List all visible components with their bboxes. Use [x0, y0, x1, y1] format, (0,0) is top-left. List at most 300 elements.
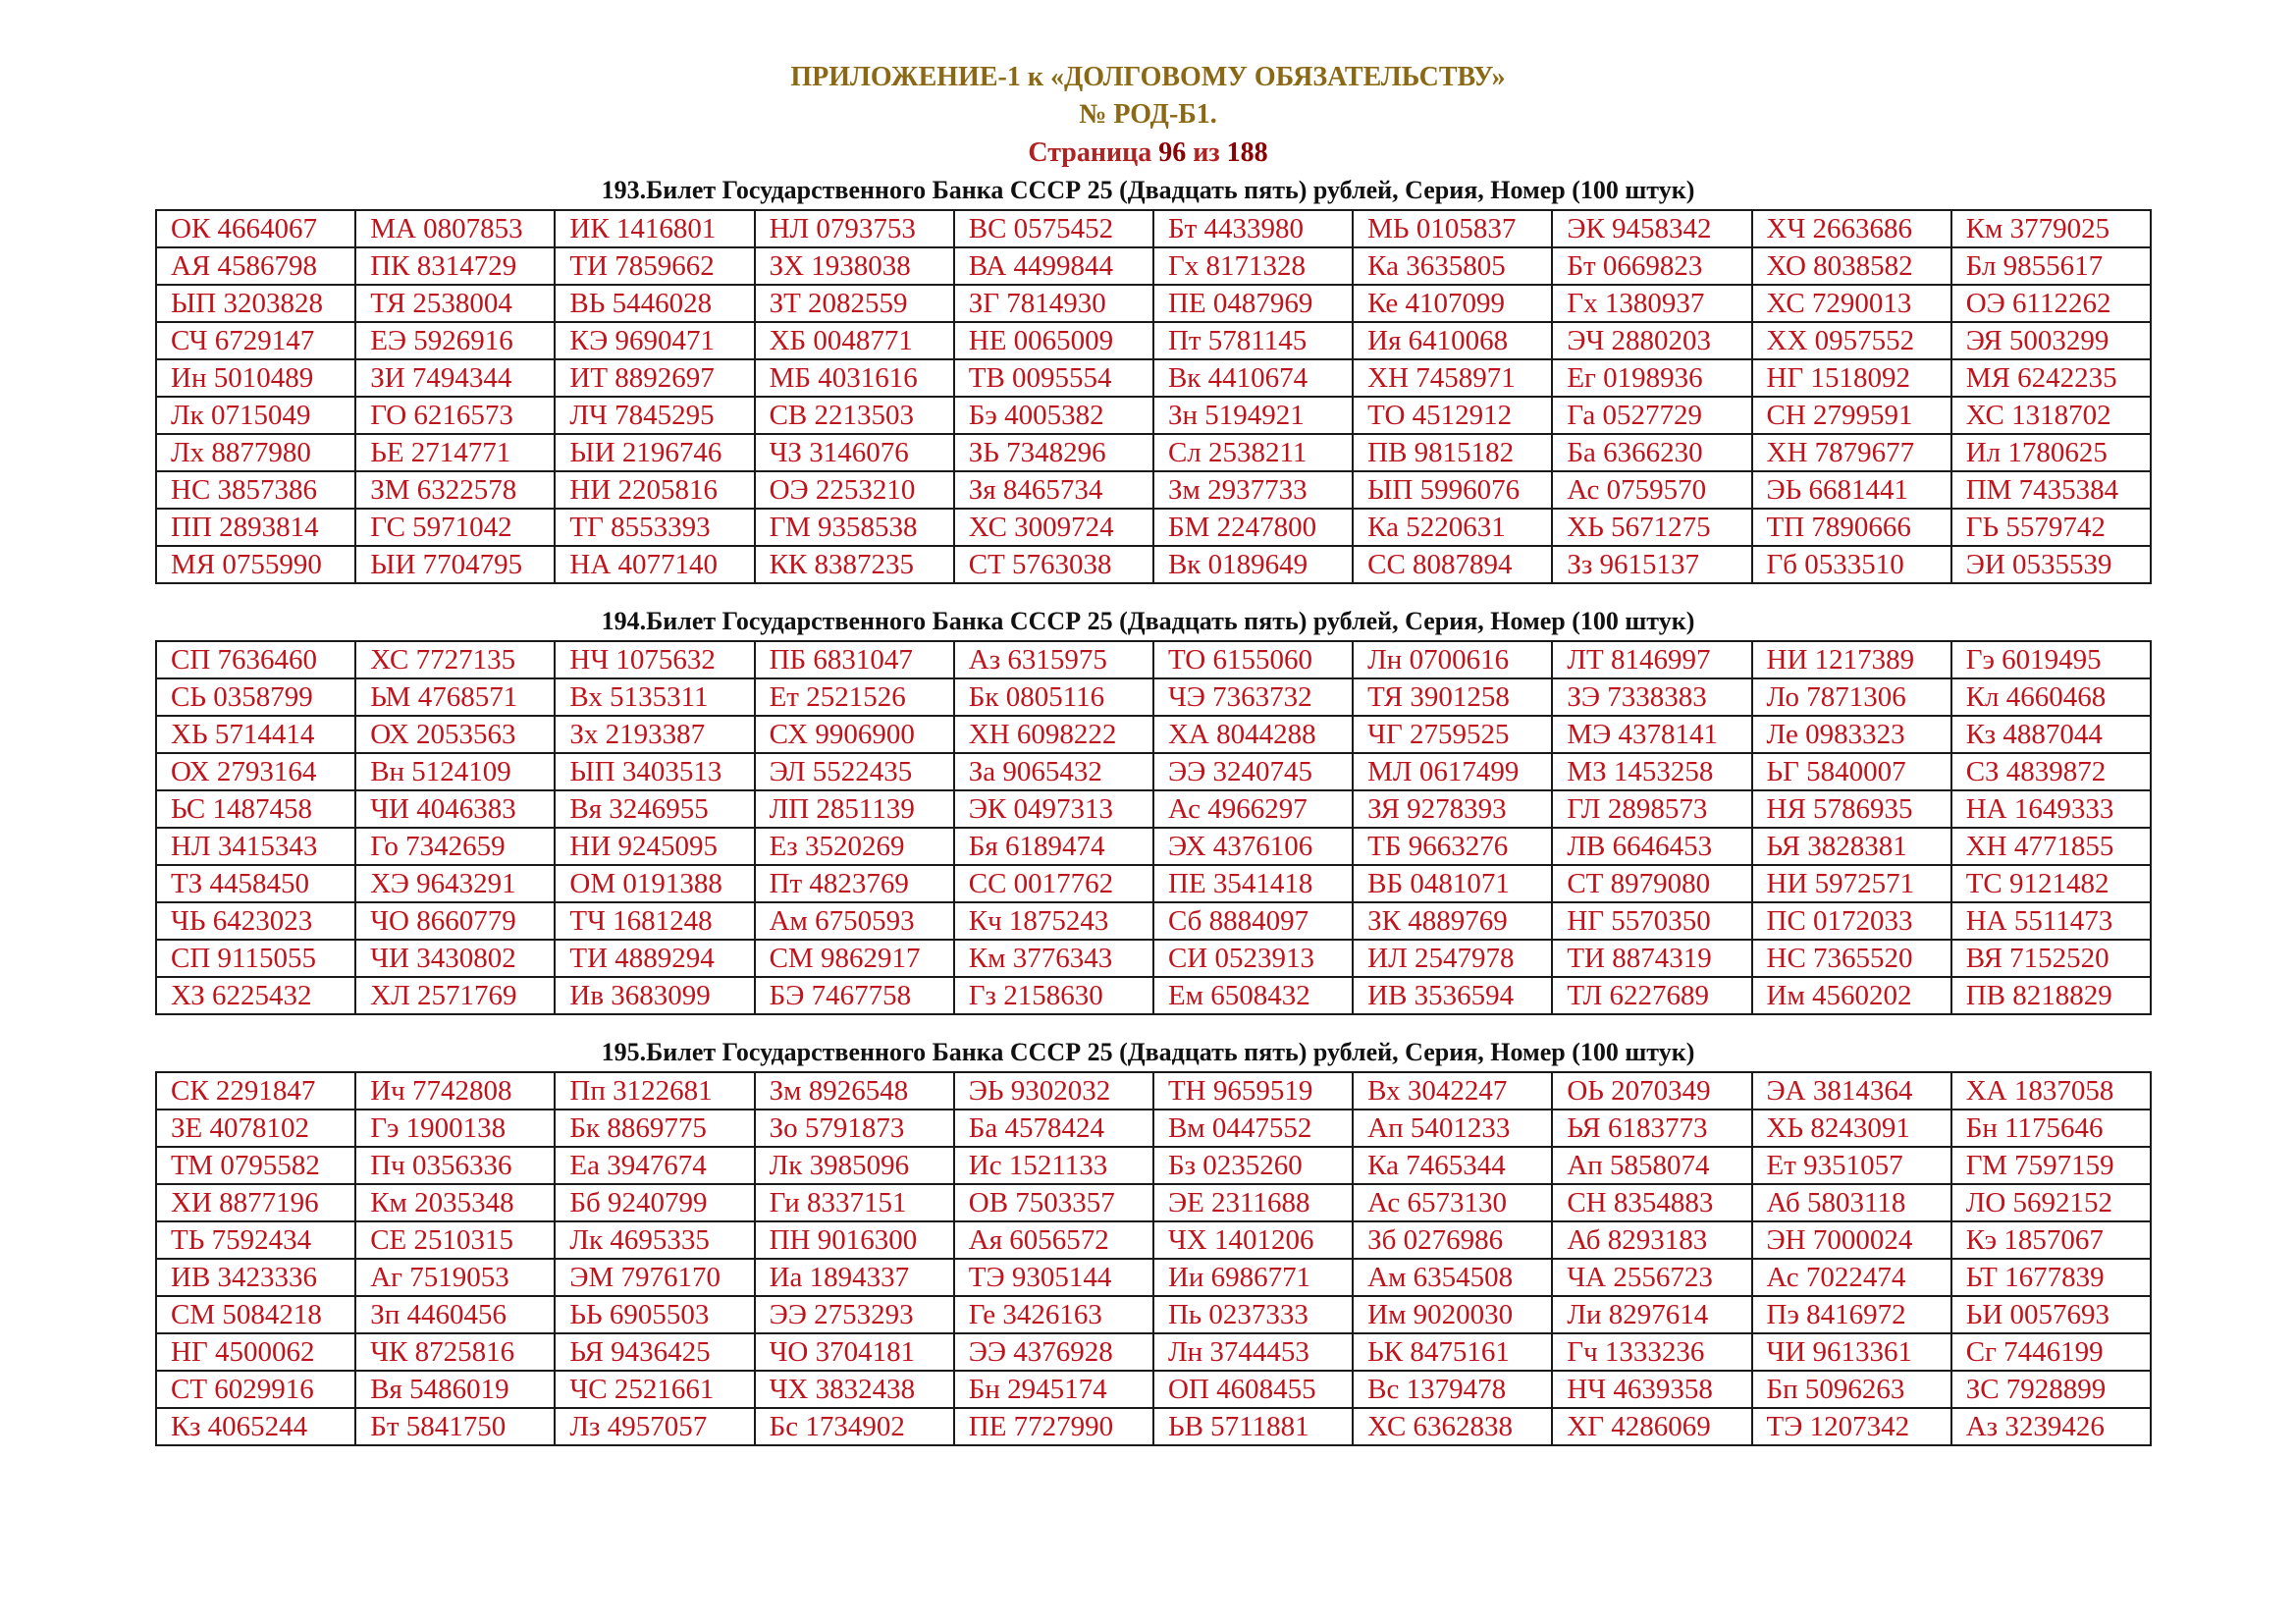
serial-cell: СЕ 2510315 [355, 1221, 555, 1259]
serial-cell: Вк 4410674 [1153, 359, 1353, 397]
serial-cell: Еа 3947674 [555, 1147, 754, 1184]
serial-cell: Ин 5010489 [156, 359, 355, 397]
serial-cell: СП 7636460 [156, 641, 355, 678]
serial-cell: Аз 6315975 [954, 641, 1153, 678]
serial-cell: ТМ 0795582 [156, 1147, 355, 1184]
serial-cell: ЭЛ 5522435 [755, 753, 954, 790]
serial-cell: Ет 9351057 [1752, 1147, 1951, 1184]
table-row [156, 1072, 2151, 1110]
serial-cell: ТС 9121482 [1951, 865, 2151, 902]
serial-cell: Пч 0356336 [355, 1147, 555, 1184]
serial-cell: Ка 7465344 [1353, 1147, 1552, 1184]
serial-cell: Ез 3520269 [755, 828, 954, 865]
serial-cell: ЛП 2851139 [755, 790, 954, 828]
page-middle: из [1186, 137, 1227, 168]
serial-cell: НС 7365520 [1752, 940, 1951, 977]
serial-cell: МЯ 6242235 [1951, 359, 2151, 397]
serial-cell: ЗЕ 4078102 [156, 1110, 355, 1147]
serial-cell: ХЬ 8243091 [1752, 1110, 1951, 1147]
serial-cell: ВЬ 5446028 [555, 285, 754, 322]
table-row [156, 1110, 2151, 1147]
serial-cell: СЬ 0358799 [156, 678, 355, 716]
table-row [156, 1296, 2151, 1333]
serial-cell: ЬИ 0057693 [1951, 1296, 2151, 1333]
serial-cell: Аб 8293183 [1552, 1221, 1751, 1259]
serial-cell: Ил 1780625 [1951, 434, 2151, 471]
table-row [156, 940, 2151, 977]
serial-cell: КЭ 9690471 [555, 322, 754, 359]
serial-cell: Га 0527729 [1552, 397, 1751, 434]
serial-cell: БМ 2247800 [1153, 509, 1353, 546]
serial-cell: ОЭ 2253210 [755, 471, 954, 509]
banknote-table-194 [155, 640, 2152, 1015]
serial-cell: Иа 1894337 [755, 1259, 954, 1296]
serial-cell: ТИ 7859662 [555, 247, 754, 285]
serial-cell: МЭ 4378141 [1552, 716, 1751, 753]
serial-cell: НЛ 3415343 [156, 828, 355, 865]
serial-cell: ХХ 0957552 [1752, 322, 1951, 359]
serial-cell: Зо 5791873 [755, 1110, 954, 1147]
table-row [156, 1147, 2151, 1184]
serial-cell: ЛЧ 7845295 [555, 397, 754, 434]
serial-cell: Им 9020030 [1353, 1296, 1552, 1333]
serial-cell: МЛ 0617499 [1353, 753, 1552, 790]
table-row [156, 546, 2151, 583]
serial-cell: Бя 6189474 [954, 828, 1153, 865]
serial-cell: ОХ 2793164 [156, 753, 355, 790]
serial-cell: ЭЕ 2311688 [1153, 1184, 1353, 1221]
serial-cell: ЧО 8660779 [355, 902, 555, 940]
serial-cell: ЗХ 1938038 [755, 247, 954, 285]
serial-cell: СК 2291847 [156, 1072, 355, 1110]
serial-cell: ГО 6216573 [355, 397, 555, 434]
table-row [156, 1333, 2151, 1371]
serial-cell: Кз 4887044 [1951, 716, 2151, 753]
serial-cell: Го 7342659 [355, 828, 555, 865]
serial-cell: ТБ 9663276 [1353, 828, 1552, 865]
serial-cell: ЗИ 7494344 [355, 359, 555, 397]
serial-cell: ГС 5971042 [355, 509, 555, 546]
document-title: ПРИЛОЖЕНИЕ-1 к «ДОЛГОВОМУ ОБЯЗАТЕЛЬСТВУ» [790, 62, 1506, 92]
serial-cell: ЭН 7000024 [1752, 1221, 1951, 1259]
section-title-194: 194.Билет Государственного Банка СССР 25 (Двадцать пять) рублей, Серия, Номер (100 штук) [601, 607, 1695, 635]
serial-cell: ГЛ 2898573 [1552, 790, 1751, 828]
serial-cell: ЬС 1487458 [156, 790, 355, 828]
serial-cell: Ис 1521133 [954, 1147, 1153, 1184]
serial-cell: ХИ 8877196 [156, 1184, 355, 1221]
serial-cell: Гх 1380937 [1552, 285, 1751, 322]
serial-cell: Ив 3683099 [555, 977, 754, 1014]
serial-cell: НА 5511473 [1951, 902, 2151, 940]
serial-cell: Бс 1734902 [755, 1408, 954, 1445]
serial-cell: Ич 7742808 [355, 1072, 555, 1110]
serial-cell: ПЕ 0487969 [1153, 285, 1353, 322]
serial-cell: ХГ 4286069 [1552, 1408, 1751, 1445]
serial-cell: СП 9115055 [156, 940, 355, 977]
serial-cell: ХЭ 9643291 [355, 865, 555, 902]
serial-cell: НИ 5972571 [1752, 865, 1951, 902]
serial-cell: Лх 8877980 [156, 434, 355, 471]
serial-cell: Гз 2158630 [954, 977, 1153, 1014]
serial-cell: ЬЯ 9436425 [555, 1333, 754, 1371]
serial-cell: Вм 0447552 [1153, 1110, 1353, 1147]
serial-cell: Сл 2538211 [1153, 434, 1353, 471]
serial-cell: ЬЬ 6905503 [555, 1296, 754, 1333]
serial-cell: ПВ 9815182 [1353, 434, 1552, 471]
serial-cell: Вк 0189649 [1153, 546, 1353, 583]
serial-cell: ЫИ 7704795 [355, 546, 555, 583]
serial-cell: ЭЭ 4376928 [954, 1333, 1153, 1371]
serial-cell: Зя 8465734 [954, 471, 1153, 509]
serial-cell: ЗС 7928899 [1951, 1371, 2151, 1408]
serial-cell: Бб 9240799 [555, 1184, 754, 1221]
serial-cell: Бк 0805116 [954, 678, 1153, 716]
serial-cell: ЧИ 3430802 [355, 940, 555, 977]
serial-cell: НА 1649333 [1951, 790, 2151, 828]
serial-cell: ЧИ 4046383 [355, 790, 555, 828]
table-row [156, 828, 2151, 865]
table-row [156, 285, 2151, 322]
serial-cell: НС 3857386 [156, 471, 355, 509]
serial-cell: Ба 6366230 [1552, 434, 1751, 471]
serial-cell: ТЬ 7592434 [156, 1221, 355, 1259]
page-current: 96 [1158, 137, 1187, 168]
serial-cell: Пэ 8416972 [1752, 1296, 1951, 1333]
serial-cell: ХС 7727135 [355, 641, 555, 678]
serial-cell: ЧИ 9613361 [1752, 1333, 1951, 1371]
serial-cell: Кч 1875243 [954, 902, 1153, 940]
serial-cell: Аг 7519053 [355, 1259, 555, 1296]
serial-cell: ХА 1837058 [1951, 1072, 2151, 1110]
serial-cell: ВА 4499844 [954, 247, 1153, 285]
serial-cell: ОВ 7503357 [954, 1184, 1153, 1221]
serial-cell: ЬЯ 3828381 [1752, 828, 1951, 865]
serial-cell: ЭХ 4376106 [1153, 828, 1353, 865]
serial-cell: ТЯ 3901258 [1353, 678, 1552, 716]
serial-cell: ОМ 0191388 [555, 865, 754, 902]
serial-cell: ПС 0172033 [1752, 902, 1951, 940]
serial-cell: ЛО 5692152 [1951, 1184, 2151, 1221]
table-row [156, 678, 2151, 716]
serial-cell: СТ 8979080 [1552, 865, 1751, 902]
serial-cell: Сб 8884097 [1153, 902, 1353, 940]
table-row [156, 1371, 2151, 1408]
serial-cell: ТЯ 2538004 [355, 285, 555, 322]
serial-cell: ЭЧ 2880203 [1552, 322, 1751, 359]
serial-cell: ЧО 3704181 [755, 1333, 954, 1371]
serial-cell: ЭЭ 3240745 [1153, 753, 1353, 790]
banknote-table-193 [155, 209, 2152, 584]
serial-cell: ОЭ 6112262 [1951, 285, 2151, 322]
serial-cell: ПБ 6831047 [755, 641, 954, 678]
serial-cell: Км 3776343 [954, 940, 1153, 977]
serial-cell: Аб 5803118 [1752, 1184, 1951, 1221]
serial-cell: СЧ 6729147 [156, 322, 355, 359]
serial-cell: Гб 0533510 [1752, 546, 1951, 583]
serial-cell: Ас 7022474 [1752, 1259, 1951, 1296]
serial-cell: ТЭ 1207342 [1752, 1408, 1951, 1445]
serial-cell: Бк 8869775 [555, 1110, 754, 1147]
serial-cell: ЛВ 6646453 [1552, 828, 1751, 865]
serial-cell: ЭК 9458342 [1552, 210, 1751, 247]
table-row [156, 753, 2151, 790]
serial-cell: СН 2799591 [1752, 397, 1951, 434]
serial-cell: НИ 9245095 [555, 828, 754, 865]
document-number: № РОД-Б1. [1079, 99, 1217, 130]
serial-cell: ВС 0575452 [954, 210, 1153, 247]
table-row [156, 471, 2151, 509]
table-row [156, 359, 2151, 397]
serial-cell: Ка 3635805 [1353, 247, 1552, 285]
serial-cell: ЫП 3403513 [555, 753, 754, 790]
serial-cell: Ке 4107099 [1353, 285, 1552, 322]
serial-cell: Лз 4957057 [555, 1408, 754, 1445]
banknote-table-195 [155, 1071, 2152, 1446]
serial-cell: НЧ 4639358 [1552, 1371, 1751, 1408]
serial-cell: ВЯ 7152520 [1951, 940, 2151, 977]
serial-cell: Бт 5841750 [355, 1408, 555, 1445]
serial-cell: Вс 1379478 [1353, 1371, 1552, 1408]
serial-cell: ХС 1318702 [1951, 397, 2151, 434]
serial-cell: МЬ 0105837 [1353, 210, 1552, 247]
table-row [156, 322, 2151, 359]
serial-cell: Ба 4578424 [954, 1110, 1153, 1147]
serial-cell: ЗЭ 7338383 [1552, 678, 1751, 716]
serial-cell: ЬЕ 2714771 [355, 434, 555, 471]
serial-cell: Ет 2521526 [755, 678, 954, 716]
serial-cell: ХН 7458971 [1353, 359, 1552, 397]
serial-cell: ТЗ 4458450 [156, 865, 355, 902]
serial-cell: ПП 2893814 [156, 509, 355, 546]
serial-cell: МЗ 1453258 [1552, 753, 1751, 790]
serial-cell: Кэ 1857067 [1951, 1221, 2151, 1259]
serial-cell: ТИ 4889294 [555, 940, 754, 977]
serial-cell: ЧС 2521661 [555, 1371, 754, 1408]
serial-cell: Пт 4823769 [755, 865, 954, 902]
serial-cell: ЬВ 5711881 [1153, 1408, 1353, 1445]
serial-cell: ХБ 0048771 [755, 322, 954, 359]
serial-cell: БЭ 7467758 [755, 977, 954, 1014]
serial-cell: ЧК 8725816 [355, 1333, 555, 1371]
serial-cell: ОЬ 2070349 [1552, 1072, 1751, 1110]
serial-cell: СХ 9906900 [755, 716, 954, 753]
serial-cell: НГ 4500062 [156, 1333, 355, 1371]
serial-cell: ИК 1416801 [555, 210, 754, 247]
serial-cell: Ка 5220631 [1353, 509, 1552, 546]
serial-cell: Вх 5135311 [555, 678, 754, 716]
serial-cell: Ем 6508432 [1153, 977, 1353, 1014]
serial-cell: Ап 5858074 [1552, 1147, 1751, 1184]
serial-cell: ТЭ 9305144 [954, 1259, 1153, 1296]
serial-cell: ЭЬ 6681441 [1752, 471, 1951, 509]
serial-cell: НГ 1518092 [1752, 359, 1951, 397]
serial-cell: Бт 4433980 [1153, 210, 1353, 247]
serial-cell: Зп 4460456 [355, 1296, 555, 1333]
serial-cell: ХЗ 6225432 [156, 977, 355, 1014]
table-row [156, 1221, 2151, 1259]
serial-cell: Ия 6410068 [1353, 322, 1552, 359]
serial-cell: ТЧ 1681248 [555, 902, 754, 940]
serial-cell: КК 8387235 [755, 546, 954, 583]
serial-cell: Ая 6056572 [954, 1221, 1153, 1259]
serial-cell: ПЕ 3541418 [1153, 865, 1353, 902]
serial-cell: ТН 9659519 [1153, 1072, 1353, 1110]
serial-cell: Зх 2193387 [555, 716, 754, 753]
serial-cell: МЯ 0755990 [156, 546, 355, 583]
serial-cell: Пь 0237333 [1153, 1296, 1353, 1333]
serial-cell: Вя 5486019 [355, 1371, 555, 1408]
serial-cell: ЭЯ 5003299 [1951, 322, 2151, 359]
serial-cell: Кз 4065244 [156, 1408, 355, 1445]
serial-cell: ЫИ 2196746 [555, 434, 754, 471]
serial-cell: ТО 6155060 [1153, 641, 1353, 678]
serial-cell: СС 8087894 [1353, 546, 1552, 583]
serial-cell: ЧЭ 7363732 [1153, 678, 1353, 716]
serial-cell: ПК 8314729 [355, 247, 555, 285]
serial-cell: НЛ 0793753 [755, 210, 954, 247]
serial-cell: ИВ 3536594 [1353, 977, 1552, 1014]
serial-cell: Бл 9855617 [1951, 247, 2151, 285]
serial-cell: Кл 4660468 [1951, 678, 2151, 716]
serial-cell: Пт 5781145 [1153, 322, 1353, 359]
serial-cell: ХН 4771855 [1951, 828, 2151, 865]
serial-cell: ЭЬ 9302032 [954, 1072, 1153, 1110]
table-row [156, 1184, 2151, 1221]
serial-cell: АЯ 4586798 [156, 247, 355, 285]
serial-cell: ЗМ 6322578 [355, 471, 555, 509]
serial-cell: Ег 0198936 [1552, 359, 1751, 397]
serial-cell: ГМ 7597159 [1951, 1147, 2151, 1184]
serial-cell: Лн 0700616 [1353, 641, 1552, 678]
section-title-195: 195.Билет Государственного Банка СССР 25 (Двадцать пять) рублей, Серия, Номер (100 штук) [601, 1038, 1695, 1066]
serial-cell: ПН 9016300 [755, 1221, 954, 1259]
serial-cell: Лк 3985096 [755, 1147, 954, 1184]
serial-cell: Сг 7446199 [1951, 1333, 2151, 1371]
serial-cell: Ли 8297614 [1552, 1296, 1751, 1333]
serial-cell: ТГ 8553393 [555, 509, 754, 546]
serial-cell: Лк 4695335 [555, 1221, 754, 1259]
serial-cell: ТВ 0095554 [954, 359, 1153, 397]
serial-cell: ЛТ 8146997 [1552, 641, 1751, 678]
serial-cell: Лк 0715049 [156, 397, 355, 434]
serial-cell: ОХ 2053563 [355, 716, 555, 753]
serial-cell: СН 8354883 [1552, 1184, 1751, 1221]
serial-cell: Зн 5194921 [1153, 397, 1353, 434]
serial-cell: ТП 7890666 [1752, 509, 1951, 546]
serial-cell: Зб 0276986 [1353, 1221, 1552, 1259]
serial-cell: ЗК 4889769 [1353, 902, 1552, 940]
serial-cell: Гэ 1900138 [355, 1110, 555, 1147]
serial-cell: ХЬ 5714414 [156, 716, 355, 753]
table-row [156, 716, 2151, 753]
table-row [156, 902, 2151, 940]
serial-cell: ЗЬ 7348296 [954, 434, 1153, 471]
serial-cell: Бн 1175646 [1951, 1110, 2151, 1147]
serial-cell: ОК 4664067 [156, 210, 355, 247]
serial-cell: ЫП 3203828 [156, 285, 355, 322]
serial-cell: НЯ 5786935 [1752, 790, 1951, 828]
serial-cell: Аз 3239426 [1951, 1408, 2151, 1445]
serial-cell: Гх 8171328 [1153, 247, 1353, 285]
serial-cell: ХС 7290013 [1752, 285, 1951, 322]
serial-cell: ХО 8038582 [1752, 247, 1951, 285]
serial-cell: ЧГ 2759525 [1353, 716, 1552, 753]
table-row [156, 434, 2151, 471]
serial-cell: ЬМ 4768571 [355, 678, 555, 716]
serial-cell: ТИ 8874319 [1552, 940, 1751, 977]
serial-cell: Ии 6986771 [1153, 1259, 1353, 1296]
serial-cell: Ас 6573130 [1353, 1184, 1552, 1221]
page-total: 188 [1226, 137, 1268, 168]
serial-cell: Зм 2937733 [1153, 471, 1353, 509]
serial-cell: ЫП 5996076 [1353, 471, 1552, 509]
serial-cell: МБ 4031616 [755, 359, 954, 397]
table-row [156, 397, 2151, 434]
serial-cell: НИ 1217389 [1752, 641, 1951, 678]
serial-cell: ГМ 9358538 [755, 509, 954, 546]
serial-cell: ТО 4512912 [1353, 397, 1552, 434]
serial-cell: НА 4077140 [555, 546, 754, 583]
serial-cell: Бт 0669823 [1552, 247, 1751, 285]
serial-cell: Ам 6750593 [755, 902, 954, 940]
serial-cell: ТЛ 6227689 [1552, 977, 1751, 1014]
serial-cell: Пп 3122681 [555, 1072, 754, 1110]
page-prefix: Страница [1028, 137, 1159, 168]
serial-cell: ЭА 3814364 [1752, 1072, 1951, 1110]
serial-cell: ХА 8044288 [1153, 716, 1353, 753]
serial-cell: Ги 8337151 [755, 1184, 954, 1221]
table-row [156, 1259, 2151, 1296]
serial-cell: Бн 2945174 [954, 1371, 1153, 1408]
serial-cell: За 9065432 [954, 753, 1153, 790]
serial-cell: ОП 4608455 [1153, 1371, 1353, 1408]
serial-cell: ГЬ 5579742 [1951, 509, 2151, 546]
table-row [156, 1408, 2151, 1445]
serial-cell: Вн 5124109 [355, 753, 555, 790]
serial-cell: СВ 2213503 [755, 397, 954, 434]
table-row [156, 641, 2151, 678]
serial-cell: ЗГ 7814930 [954, 285, 1153, 322]
serial-cell: Ап 5401233 [1353, 1110, 1552, 1147]
serial-cell: НИ 2205816 [555, 471, 754, 509]
serial-cell: Бэ 4005382 [954, 397, 1153, 434]
serial-cell: Ло 7871306 [1752, 678, 1951, 716]
serial-cell: Ас 4966297 [1153, 790, 1353, 828]
serial-cell: ПМ 7435384 [1951, 471, 2151, 509]
serial-cell: ХЛ 2571769 [355, 977, 555, 1014]
serial-cell: ЧХ 3832438 [755, 1371, 954, 1408]
serial-cell: ЗЯ 9278393 [1353, 790, 1552, 828]
serial-cell: МА 0807853 [355, 210, 555, 247]
serial-cell: ЗТ 2082559 [755, 285, 954, 322]
serial-cell: СИ 0523913 [1153, 940, 1353, 977]
serial-cell: ИЛ 2547978 [1353, 940, 1552, 977]
serial-cell: ХЬ 5671275 [1552, 509, 1751, 546]
table-row [156, 865, 2151, 902]
serial-cell: ЬЯ 6183773 [1552, 1110, 1751, 1147]
serial-cell: Лн 3744453 [1153, 1333, 1353, 1371]
serial-cell: ИВ 3423336 [156, 1259, 355, 1296]
serial-cell: ХС 3009724 [954, 509, 1153, 546]
serial-cell: ИТ 8892697 [555, 359, 754, 397]
serial-cell: ЬТ 1677839 [1951, 1259, 2151, 1296]
serial-cell: Км 2035348 [355, 1184, 555, 1221]
serial-cell: ХС 6362838 [1353, 1408, 1552, 1445]
serial-cell: Гэ 6019495 [1951, 641, 2151, 678]
serial-cell: СМ 5084218 [156, 1296, 355, 1333]
table-row [156, 790, 2151, 828]
serial-cell: Гч 1333236 [1552, 1333, 1751, 1371]
